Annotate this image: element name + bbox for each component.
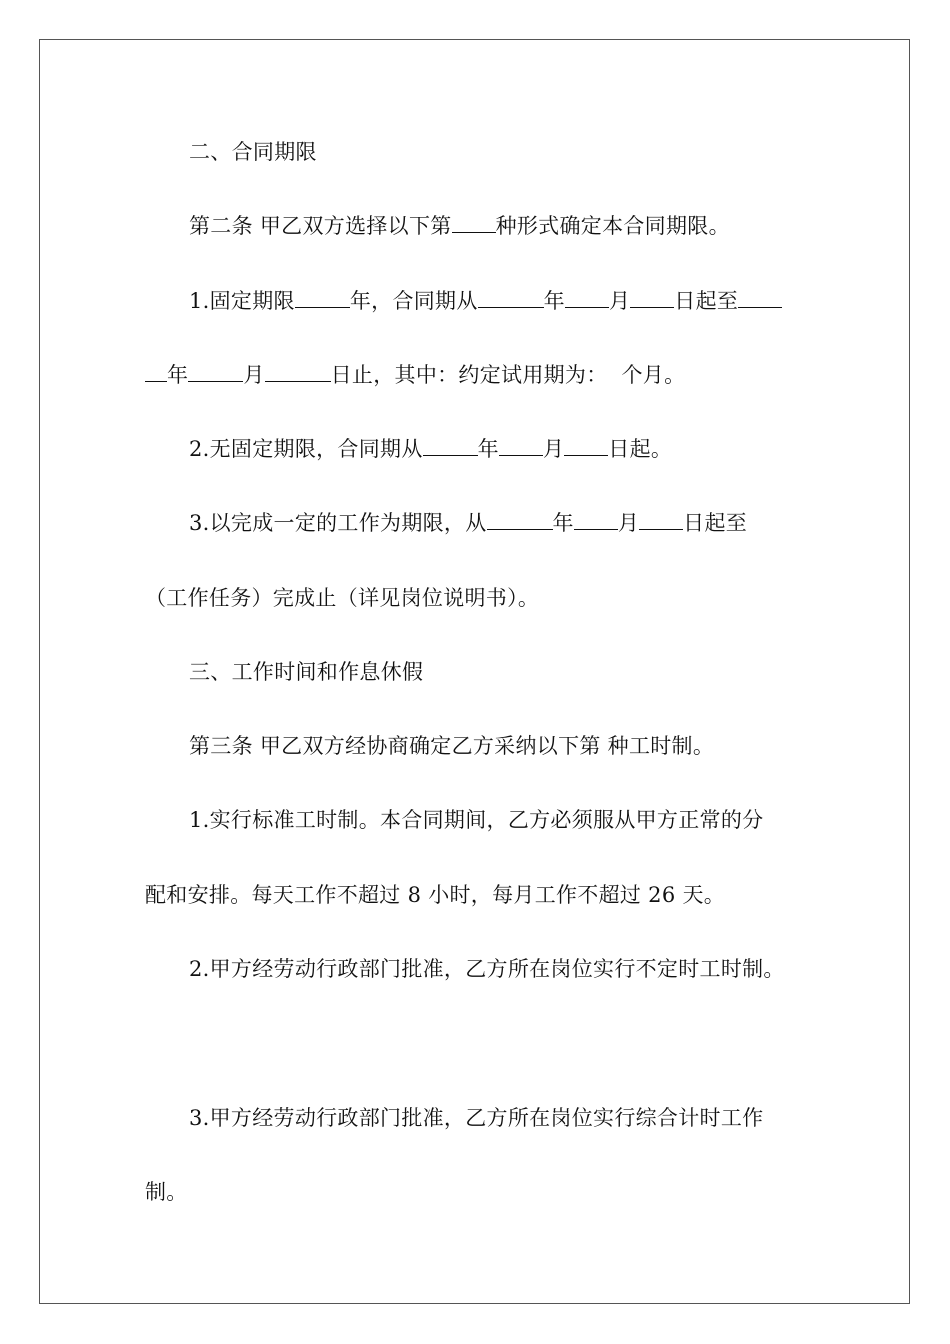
text-run: 三、工作时间和作息休假 [189,660,424,684]
fill-in-blank[interactable] [564,435,608,456]
comprehensive-hours-clause-continued [145,1177,188,1207]
text-run: （工作任务）完成止（详见岗位说明书）。 [145,586,540,610]
text-run: 月 [617,511,640,535]
text-run: 年 [167,363,189,387]
text-run: 年 [477,437,499,461]
fill-in-blank[interactable] [574,509,618,530]
article-2-paragraph [189,211,730,241]
fill-in-blank[interactable] [423,435,478,456]
text-run: 二、合同期限 [189,140,317,164]
text-run: 年 [552,511,574,535]
fill-in-blank[interactable] [499,435,543,456]
fill-in-blank[interactable] [738,287,782,308]
fill-in-blank[interactable] [452,212,496,233]
text-run: 日起至 [674,289,739,313]
text-run: 月 [243,363,265,387]
standard-hours-clause [189,805,763,835]
fixed-term-clause [189,286,782,316]
fill-in-blank[interactable] [565,287,609,308]
text-run: 第三条 甲乙双方经协商确定乙方采纳以下第 种工时制。 [189,734,715,758]
fill-in-blank[interactable] [478,287,544,308]
text-run: 制。 [145,1180,188,1204]
fill-in-blank[interactable] [265,361,331,382]
fill-in-blank[interactable] [145,361,167,382]
text-run: 1.固定期限 [189,289,295,313]
fill-in-blank[interactable] [630,287,674,308]
fixed-term-clause-continued [145,360,685,390]
fill-in-blank[interactable] [188,361,243,382]
text-run: 2.甲方经劳动行政部门批准，乙方所在岗位实行不定时工时制。 [189,957,785,981]
text-run: 3.以完成一定的工作为期限，从 [189,511,487,535]
article-3-paragraph [189,731,714,761]
text-run: 3.甲方经劳动行政部门批准，乙方所在岗位实行综合计时工作 [189,1106,764,1130]
section-heading-contract-term [189,137,317,167]
task-based-term-clause [189,508,747,538]
text-run: 种形式确定本合同期限。 [495,214,730,238]
text-run: 日止，其中：约定试用期为： 个月。 [330,363,686,387]
text-run: 日起。 [608,437,673,461]
fill-in-blank[interactable] [487,509,553,530]
text-run: 月 [608,289,631,313]
standard-hours-clause-continued [145,880,725,910]
text-run: 1.实行标准工时制。本合同期间，乙方必须服从甲方正常的分 [189,808,764,832]
fill-in-blank[interactable] [295,287,350,308]
text-run: 年 [543,289,565,313]
text-run: 日起至 [683,511,748,535]
fill-in-blank[interactable] [639,509,683,530]
text-run: 配和安排。每天工作不超过 8 小时，每月工作不超过 26 天。 [145,883,726,907]
open-ended-term-clause [189,434,672,464]
section-heading-working-hours [189,657,423,687]
text-run: 第二条 甲乙双方选择以下第 [189,214,452,238]
text-run: 年，合同期从 [349,289,478,313]
flexible-hours-clause [189,954,785,984]
text-run: 2.无固定期限，合同期从 [189,437,423,461]
text-run: 月 [542,437,565,461]
comprehensive-hours-clause [189,1103,763,1133]
task-based-term-clause-continued [145,583,539,613]
